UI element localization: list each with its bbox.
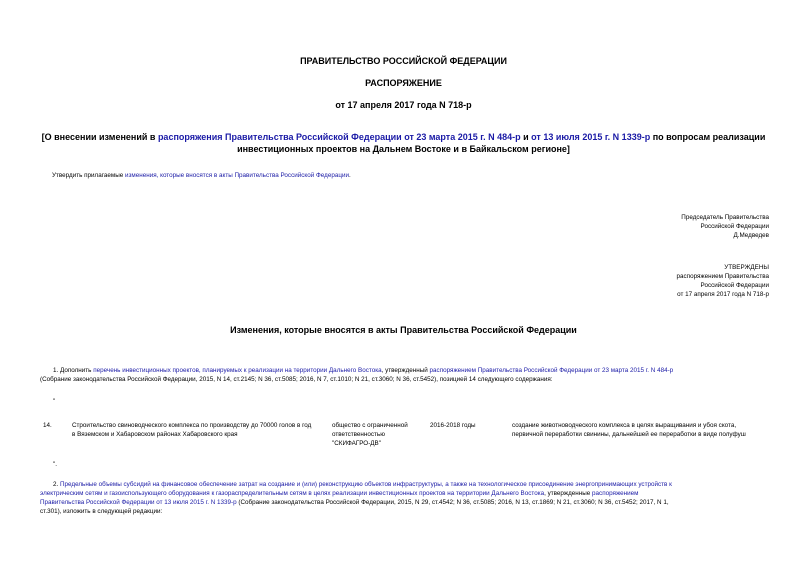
approve-link[interactable]: изменения, которые вносятся в акты Правительства Российской Федерации xyxy=(125,172,349,179)
row-org-l1: общество с ограниченной xyxy=(332,422,408,429)
row-organization xyxy=(332,421,427,448)
item1-order-link[interactable]: распоряжением Правительства Российской Федерации от 23 марта 2015 г. N 484-р xyxy=(429,367,674,374)
approved-line2: распоряжением Правительства xyxy=(676,273,769,280)
item2-num: 2. xyxy=(53,481,61,488)
row-org-l3: "СКИФАГРО-ДВ" xyxy=(332,440,381,447)
item1-list-link[interactable]: перечень инвестиционных проектов, планируемых к реализации на территории Дальнего Востока xyxy=(93,367,382,374)
row-org-l2: ответственностью xyxy=(332,431,385,438)
title-link-484[interactable]: распоряжения Правительства Российской Федерации от 23 марта 2015 г. N 484-р xyxy=(157,132,521,142)
item2-line4: ст.301), изложить в следующей редакции: xyxy=(40,508,163,515)
approved-block xyxy=(469,263,769,299)
doc-date-heading: от 17 апреля 2017 года N 718-р xyxy=(335,100,472,110)
signature-block xyxy=(469,213,769,240)
item2-order-link-cont[interactable]: Правительства Российской Федерации от 13 июля 2015 г. N 1339-р xyxy=(40,499,237,506)
signature-line3: Д.Медведев xyxy=(733,232,769,239)
item1-line2: (Собрание законодательства Российской Федерации, 2015, N 14, ст.2145; N 36, ст.5085; 2016, N 7, ст.1010; N 21, ст.3060; N 36, ст.5452), позицией 14 следующего содержания: xyxy=(40,376,553,383)
table-row xyxy=(0,421,807,451)
item1-paragraph xyxy=(40,366,770,384)
title-line2: инвестиционных проектов на Дальнем Востоке и в Байкальском регионе] xyxy=(237,144,570,154)
approved-line3: Российской Федерации xyxy=(700,282,769,289)
title-link-1339[interactable]: от 13 июля 2015 г. N 1339-р xyxy=(531,132,651,142)
item2-mid: , утвержденные xyxy=(544,490,593,497)
approved-line1: УТВЕРЖДЕНЫ xyxy=(724,264,769,271)
item2-paragraph xyxy=(40,480,770,516)
approve-pre: Утвердить прилагаемые xyxy=(52,172,125,179)
quote-close: ". xyxy=(53,461,57,468)
row-desc-l1: создание животноводческого комплекса в целях выращивания и убоя скота, xyxy=(512,422,737,429)
signature-line1: Председатель Правительства xyxy=(681,214,769,221)
row-number: 14. xyxy=(43,422,52,429)
item1-mid: , утвержденный xyxy=(381,367,430,374)
changes-title: Изменения, которые вносятся в акты Правительства Российской Федерации xyxy=(230,325,577,335)
row-years: 2016-2018 годы xyxy=(430,422,476,429)
item2-post: (Собрание законодательства Российской Федерации, 2015, N 29, ст.4542; N 36, ст.5085; 2016, N 13, ст.1869; N 21, ст.3060; N 36, ст.5452; 2017, N 1, xyxy=(236,499,669,506)
approve-paragraph xyxy=(52,171,351,180)
approved-line4: от 17 апреля 2017 года N 718-р xyxy=(677,291,769,298)
government-heading: ПРАВИТЕЛЬСТВО РОССИЙСКОЙ ФЕДЕРАЦИИ xyxy=(300,56,507,66)
row-project xyxy=(72,421,332,439)
quote-open: " xyxy=(53,398,56,405)
row-desc-l2: первичной переработки свинины, дальнейшей ее переработки в виде полуфуш xyxy=(512,431,746,438)
row-project-l2: в Вяземском и Хабаровском районах Хабаровского края xyxy=(72,431,238,438)
row-description xyxy=(512,421,772,439)
title-post: по вопросам реализации xyxy=(650,132,766,142)
doc-title xyxy=(0,131,807,155)
title-mid: и xyxy=(520,132,532,142)
item2-limits-link[interactable]: Предельные объемы субсидий на финансовое обеспечение затрат на создание и (или) реконструкцию объектов инфраструктуры, а также на технологическое присоединение энергопринимающих устройств к xyxy=(60,481,672,488)
doc-type-heading: РАСПОРЯЖЕНИЕ xyxy=(365,78,442,88)
title-pre: [О внесении изменений в xyxy=(41,132,158,142)
approve-post: . xyxy=(348,172,351,179)
item2-order-link[interactable]: распоряжением xyxy=(592,490,639,497)
signature-line2: Российской Федерации xyxy=(700,223,769,230)
row-project-l1: Строительство свиноводческого комплекса по производству до 70000 голов в год xyxy=(72,422,312,429)
item2-limits-link-cont[interactable]: электрическим сетям и газоиспользующего оборудования к газораспределительным сетям в целях реализации инвестиционных проектов на территории Дальнего Востока xyxy=(40,490,545,497)
item1-pre: 1. Дополнить xyxy=(53,367,94,374)
